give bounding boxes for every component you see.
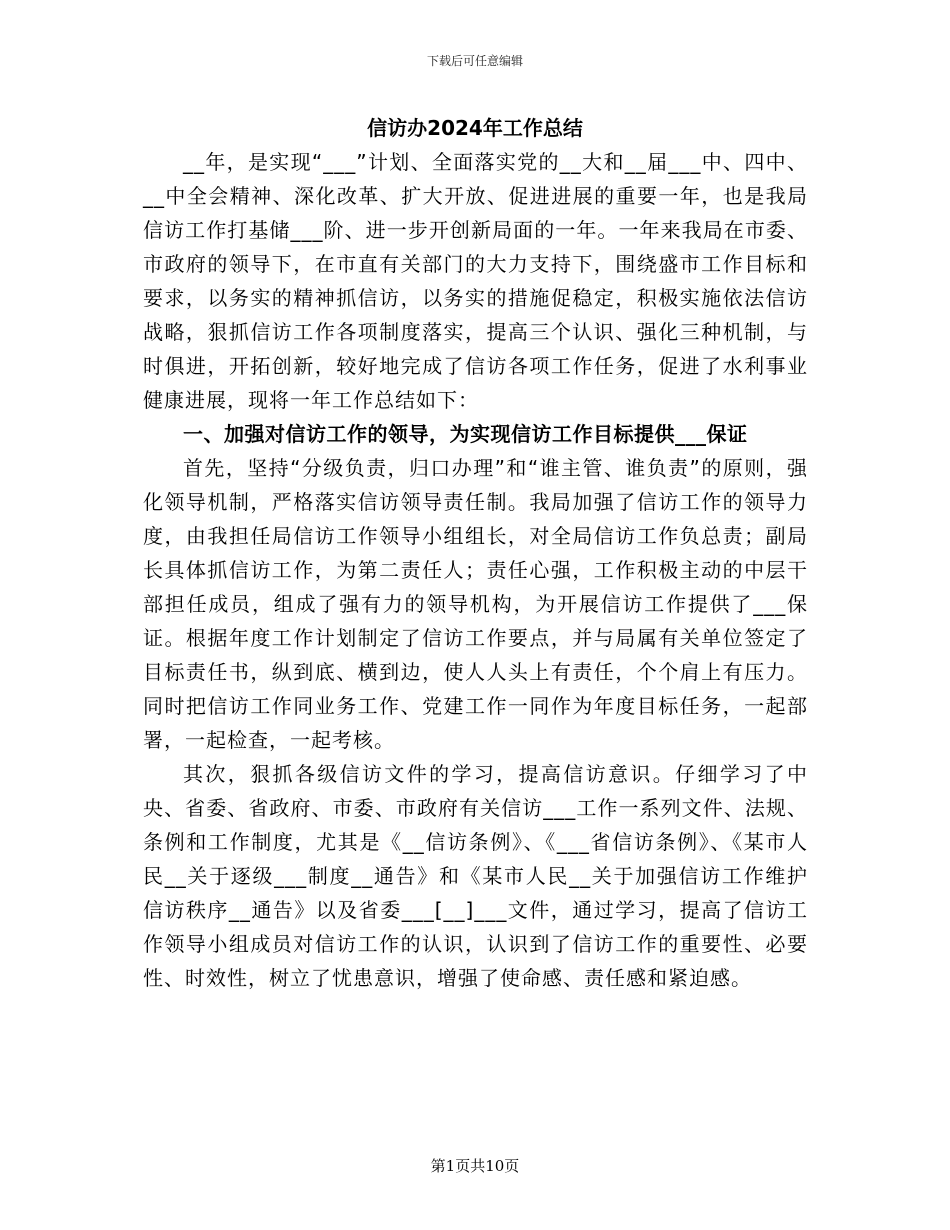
page-header-note: 下载后可任意编辑 (426, 54, 523, 68)
section-heading-1: 一、加强对信访工作的领导，为实现信访工作目标提供___保证 (183, 422, 748, 446)
page-number: 第1页共10页 (430, 1157, 520, 1175)
document-title: 信访办2024年工作总结 (367, 116, 583, 140)
paragraph-second: 其次，狠抓各级信访文件的学习，提高信访意识。仔细学习了中央、省委、省政府、市委、市政府有关信访___工作一系列文件、法规、条例和工作制度，尤其是《__信访条例》、《___省信访条例》、《某市人民__关于逐级___制度__通告》和《某市人民__关于加强信访工作维护信访秩序__通告》以及省委___[__]___文件，通过学习，提高了信访工作领导小组成员对信访工作的认识，认识到了信访工作的重要性、必要性、时效性，树立了忧患意识，增强了使命感、责任感和紧迫感。 (143, 762, 808, 990)
intro-paragraph: __年，是实现“___”计划、全面落实党的__大和__届___中、四中、__中全会精神、深化改革、扩大开放、促进进展的重要一年，也是我局信访工作打基储___阶、进一步开创新局面的一年。一年来我局在市委、市政府的领导下，在市直有关部门的大力支持下，围绕盛市工作目标和要求，以务实的精神抓信访，以务实的措施促稳定，积极实施依法信访战略，狠抓信访工作各项制度落实，提高三个认识、强化三种机制，与时俱进，开拓创新，较好地完成了信访各项工作任务，促进了水利事业健康进展，现将一年工作总结如下： (143, 150, 808, 412)
document-body (143, 145, 808, 995)
paragraph-first: 首先，坚持“分级负责，归口办理”和“谁主管、谁负责”的原则，强化领导机制，严格落实信访领导责任制。我局加强了信访工作的领导力度，由我担任局信访工作领导小组组长，对全局信访工作负总责；副局长具体抓信访工作，为第二责任人；责任心强，工作积极主动的中层干部担任成员，组成了强有力的领导机构，为开展信访工作提供了___保证。根据年度工作计划制定了信访工作要点，并与局属有关单位签定了目标责任书，纵到底、横到边，使人人头上有责任，个个肩上有压力。同时把信访工作同业务工作、党建工作一同作为年度目标任务，一起部署，一起检查，一起考核。 (143, 456, 808, 752)
